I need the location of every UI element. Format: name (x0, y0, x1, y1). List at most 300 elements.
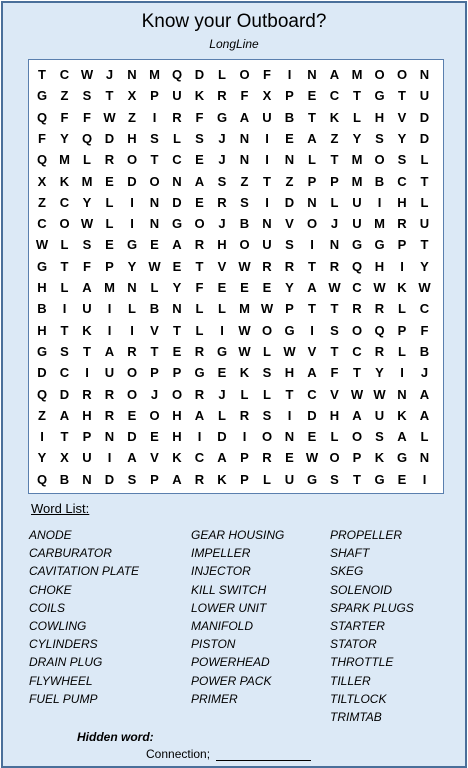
grid-letter[interactable]: E (105, 173, 114, 189)
grid-letter[interactable]: E (172, 258, 182, 274)
grid-letter[interactable]: H (37, 322, 47, 338)
grid-letter[interactable]: E (105, 237, 114, 253)
grid-letter[interactable]: H (37, 280, 47, 295)
grid-letter[interactable]: G (374, 237, 385, 253)
grid-letter[interactable]: V (217, 258, 227, 274)
grid-letter[interactable]: A (397, 429, 407, 445)
grid-letter[interactable]: S (262, 365, 272, 381)
grid-letter[interactable]: T (195, 258, 204, 274)
grid-letter[interactable]: N (149, 194, 160, 210)
grid-letter[interactable]: G (126, 237, 138, 253)
grid-letter[interactable]: U (262, 237, 272, 253)
grid-letter[interactable]: E (150, 237, 159, 253)
grid-letter[interactable]: M (104, 280, 115, 295)
grid-letter[interactable]: P (82, 429, 92, 445)
grid-letter[interactable]: O (374, 67, 385, 82)
grid-letter[interactable]: T (150, 343, 159, 359)
grid-letter[interactable]: P (285, 88, 294, 104)
grid-letter[interactable]: T (330, 301, 339, 317)
grid-letter[interactable]: D (172, 194, 182, 210)
grid-letter[interactable]: A (419, 386, 430, 402)
grid-letter[interactable]: A (104, 343, 115, 359)
grid-letter[interactable]: E (307, 88, 317, 104)
grid-letter[interactable]: L (330, 194, 339, 210)
grid-letter[interactable]: D (127, 429, 137, 445)
grid-letter[interactable]: L (398, 343, 406, 359)
grid-letter[interactable]: O (351, 322, 363, 338)
grid-letter[interactable]: I (107, 450, 112, 466)
grid-letter[interactable]: I (107, 301, 112, 317)
grid-letter[interactable]: O (351, 429, 363, 445)
grid-letter[interactable]: G (374, 471, 385, 487)
connection-answer-line[interactable] (216, 749, 311, 761)
grid-letter[interactable]: Z (330, 130, 339, 146)
grid-letter[interactable]: Q (81, 130, 93, 146)
grid-letter[interactable]: N (239, 152, 250, 168)
grid-letter[interactable]: R (284, 258, 295, 274)
grid-letter[interactable]: S (375, 429, 384, 445)
grid-letter[interactable]: E (307, 429, 317, 445)
grid-letter[interactable]: J (150, 386, 159, 402)
grid-letter[interactable]: D (307, 407, 317, 423)
grid-letter[interactable]: A (307, 130, 317, 146)
grid-letter[interactable]: I (197, 429, 202, 445)
grid-letter[interactable]: C (59, 67, 70, 82)
grid-letter[interactable]: J (330, 216, 339, 232)
grid-letter[interactable]: C (352, 343, 362, 359)
grid-letter[interactable]: O (261, 322, 273, 338)
grid-letter[interactable]: O (149, 173, 160, 189)
grid-letter[interactable]: L (263, 343, 271, 359)
grid-letter[interactable]: W (260, 301, 274, 317)
grid-letter[interactable]: F (83, 258, 91, 274)
grid-letter[interactable]: O (194, 216, 205, 232)
grid-letter[interactable]: G (36, 88, 48, 104)
grid-letter[interactable]: T (353, 88, 361, 104)
grid-letter[interactable]: G (216, 109, 228, 125)
grid-letter[interactable]: H (82, 407, 92, 423)
grid-letter[interactable]: P (150, 88, 159, 104)
grid-letter[interactable]: G (194, 365, 205, 381)
grid-letter[interactable]: K (239, 365, 250, 381)
grid-letter[interactable]: S (285, 237, 294, 253)
grid-letter[interactable]: O (306, 216, 318, 232)
grid-letter[interactable]: O (126, 386, 138, 402)
grid-letter[interactable]: N (104, 429, 115, 445)
grid-letter[interactable]: G (351, 237, 363, 253)
grid-letter[interactable]: T (285, 386, 294, 402)
grid-letter[interactable]: R (194, 471, 205, 487)
grid-letter[interactable]: T (38, 67, 46, 82)
grid-letter[interactable]: I (242, 429, 247, 445)
grid-letter[interactable]: I (422, 471, 427, 487)
grid-letter[interactable]: I (40, 429, 44, 445)
grid-letter[interactable]: Z (285, 173, 294, 189)
grid-letter[interactable]: R (104, 152, 115, 168)
grid-letter[interactable]: L (105, 216, 114, 232)
grid-letter[interactable]: W (103, 109, 116, 125)
grid-letter[interactable]: A (419, 407, 430, 423)
grid-letter[interactable]: P (307, 173, 317, 189)
grid-letter[interactable]: T (398, 88, 406, 104)
grid-letter[interactable]: A (172, 237, 182, 253)
grid-letter[interactable]: K (397, 280, 407, 295)
grid-letter[interactable]: Y (397, 130, 407, 146)
grid-letter[interactable]: P (352, 450, 362, 466)
grid-letter[interactable]: A (307, 280, 317, 295)
grid-letter[interactable]: L (105, 194, 114, 210)
grid-letter[interactable]: W (350, 386, 364, 402)
grid-letter[interactable]: L (173, 130, 181, 146)
grid-letter[interactable]: K (194, 88, 205, 104)
grid-letter[interactable]: P (240, 450, 249, 466)
grid-letter[interactable]: W (305, 450, 319, 466)
grid-letter[interactable]: R (262, 258, 272, 274)
grid-letter[interactable]: T (420, 173, 429, 189)
grid-letter[interactable]: N (262, 216, 272, 232)
grid-letter[interactable]: N (419, 450, 430, 466)
grid-letter[interactable]: L (353, 109, 361, 125)
grid-letter[interactable]: X (37, 173, 47, 189)
grid-letter[interactable]: D (217, 429, 227, 445)
grid-letter[interactable]: L (195, 301, 204, 317)
grid-letter[interactable]: U (262, 109, 272, 125)
grid-letter[interactable]: N (127, 280, 137, 295)
grid-letter[interactable]: H (217, 237, 227, 253)
grid-letter[interactable]: E (195, 152, 204, 168)
grid-letter[interactable]: H (172, 429, 182, 445)
grid-letter[interactable]: T (308, 258, 316, 274)
grid-letter[interactable]: K (59, 173, 70, 189)
grid-letter[interactable]: T (330, 152, 339, 168)
grid-letter[interactable]: E (195, 194, 204, 210)
grid-letter[interactable]: E (240, 280, 249, 295)
grid-letter[interactable]: N (172, 173, 182, 189)
grid-letter[interactable]: U (284, 471, 295, 487)
grid-letter[interactable]: L (218, 407, 226, 423)
grid-letter[interactable]: J (420, 365, 429, 381)
grid-letter[interactable]: J (218, 216, 226, 232)
grid-letter[interactable]: W (283, 343, 296, 359)
grid-letter[interactable]: W (80, 67, 94, 82)
grid-letter[interactable]: T (105, 88, 114, 104)
grid-letter[interactable]: E (150, 429, 159, 445)
grid-letter[interactable]: R (172, 109, 182, 125)
grid-letter[interactable]: A (59, 407, 70, 423)
grid-letter[interactable]: G (36, 343, 48, 359)
grid-letter[interactable]: O (261, 429, 273, 445)
grid-letter[interactable]: N (239, 130, 250, 146)
grid-letter[interactable]: U (82, 450, 92, 466)
grid-letter[interactable]: V (397, 109, 407, 125)
grid-letter[interactable]: E (127, 407, 137, 423)
grid-letter[interactable]: I (62, 301, 67, 317)
grid-letter[interactable]: Y (172, 280, 182, 295)
grid-letter[interactable]: X (60, 450, 69, 466)
grid-letter[interactable]: W (35, 237, 49, 253)
grid-letter[interactable]: M (239, 301, 250, 317)
grid-letter[interactable]: J (218, 386, 226, 402)
grid-letter[interactable]: N (397, 386, 407, 402)
grid-letter[interactable]: U (82, 301, 92, 317)
grid-letter[interactable]: F (195, 280, 204, 295)
grid-letter[interactable]: J (218, 152, 226, 168)
grid-letter[interactable]: D (419, 130, 430, 146)
grid-letter[interactable]: C (59, 194, 70, 210)
grid-letter[interactable]: I (130, 216, 134, 232)
grid-letter[interactable]: J (105, 67, 114, 82)
grid-letter[interactable]: W (80, 216, 94, 232)
grid-letter[interactable]: E (397, 471, 407, 487)
grid-letter[interactable]: P (240, 471, 249, 487)
grid-letter[interactable]: H (284, 365, 295, 381)
grid-letter[interactable]: I (265, 194, 269, 210)
grid-letter[interactable]: S (262, 407, 272, 423)
grid-letter[interactable]: O (59, 216, 70, 232)
grid-letter[interactable]: S (330, 471, 339, 487)
grid-letter[interactable]: A (307, 365, 317, 381)
grid-letter[interactable]: T (330, 343, 339, 359)
grid-letter[interactable]: W (238, 343, 251, 359)
grid-letter[interactable]: M (351, 152, 363, 168)
grid-letter[interactable]: Y (420, 258, 429, 274)
grid-letter[interactable]: I (287, 407, 292, 423)
grid-letter[interactable]: R (374, 301, 385, 317)
grid-letter[interactable]: G (374, 88, 385, 104)
grid-letter[interactable]: M (351, 67, 363, 82)
grid-letter[interactable]: N (172, 301, 182, 317)
grid-letter[interactable]: T (263, 173, 271, 189)
grid-letter[interactable]: I (265, 152, 269, 168)
grid-letter[interactable]: K (217, 471, 227, 487)
grid-letter[interactable]: K (172, 450, 182, 466)
grid-letter[interactable]: M (149, 67, 160, 82)
grid-letter[interactable]: D (419, 109, 430, 125)
grid-letter[interactable]: A (329, 67, 340, 82)
grid-letter[interactable]: B (37, 301, 47, 317)
grid-letter[interactable]: P (330, 173, 339, 189)
grid-letter[interactable]: J (218, 130, 226, 146)
grid-letter[interactable]: F (420, 322, 429, 338)
grid-letter[interactable]: N (307, 67, 317, 82)
grid-letter[interactable]: L (218, 301, 226, 317)
grid-letter[interactable]: I (400, 365, 404, 381)
grid-letter[interactable]: W (418, 280, 431, 295)
grid-letter[interactable]: A (352, 407, 362, 423)
grid-letter[interactable]: E (285, 450, 294, 466)
grid-letter[interactable]: L (195, 322, 204, 338)
grid-letter[interactable]: C (352, 280, 362, 295)
grid-letter[interactable]: X (127, 88, 137, 104)
grid-letter[interactable]: B (419, 343, 430, 359)
grid-letter[interactable]: R (127, 343, 137, 359)
grid-letter[interactable]: P (285, 301, 294, 317)
grid-letter[interactable]: K (329, 109, 340, 125)
grid-letter[interactable]: I (130, 194, 134, 210)
grid-letter[interactable]: E (217, 365, 227, 381)
grid-letter[interactable]: S (240, 194, 249, 210)
grid-letter[interactable]: K (397, 407, 407, 423)
grid-letter[interactable]: D (284, 194, 295, 210)
grid-letter[interactable]: H (374, 258, 385, 274)
grid-letter[interactable]: Q (351, 258, 363, 274)
grid-letter[interactable]: A (194, 173, 205, 189)
grid-letter[interactable]: G (306, 471, 318, 487)
grid-letter[interactable]: C (397, 173, 407, 189)
grid-letter[interactable]: O (171, 386, 183, 402)
grid-letter[interactable]: W (238, 258, 251, 274)
grid-letter[interactable]: T (420, 237, 429, 253)
grid-letter[interactable]: L (398, 301, 406, 317)
grid-letter[interactable]: L (308, 152, 316, 168)
grid-letter[interactable]: I (152, 109, 157, 125)
grid-letter[interactable]: W (373, 386, 386, 402)
grid-letter[interactable]: I (400, 258, 404, 274)
grid-letter[interactable]: Y (127, 258, 137, 274)
grid-letter[interactable]: G (171, 216, 183, 232)
grid-letter[interactable]: F (330, 365, 339, 381)
grid-letter[interactable]: U (374, 407, 385, 423)
grid-letter[interactable]: C (307, 386, 317, 402)
grid-letter[interactable]: F (240, 88, 249, 104)
grid-letter[interactable]: C (37, 216, 47, 232)
grid-letter[interactable]: L (420, 429, 429, 445)
grid-letter[interactable]: I (130, 322, 134, 338)
grid-letter[interactable]: T (173, 322, 181, 338)
grid-letter[interactable]: I (287, 67, 292, 82)
grid-letter[interactable]: W (148, 258, 161, 274)
grid-letter[interactable]: A (127, 450, 137, 466)
grid-letter[interactable]: L (263, 471, 271, 487)
grid-letter[interactable]: R (194, 237, 205, 253)
grid-letter[interactable]: N (307, 194, 317, 210)
grid-letter[interactable]: S (82, 237, 92, 253)
grid-letter[interactable]: F (263, 67, 271, 82)
grid-letter[interactable]: Z (128, 109, 136, 125)
grid-letter[interactable]: L (330, 429, 339, 445)
grid-letter[interactable]: F (195, 109, 204, 125)
grid-letter[interactable]: L (150, 280, 159, 295)
grid-letter[interactable]: I (107, 322, 112, 338)
grid-letter[interactable]: D (104, 130, 115, 146)
grid-letter[interactable]: N (284, 429, 295, 445)
grid-letter[interactable]: L (218, 67, 226, 82)
grid-letter[interactable]: T (308, 301, 316, 317)
grid-letter[interactable]: H (374, 109, 385, 125)
grid-letter[interactable]: V (150, 450, 159, 466)
grid-letter[interactable]: U (352, 216, 362, 232)
grid-letter[interactable]: S (127, 471, 137, 487)
grid-letter[interactable]: L (420, 152, 429, 168)
grid-letter[interactable]: O (396, 67, 408, 82)
grid-letter[interactable]: T (83, 343, 91, 359)
grid-letter[interactable]: L (60, 237, 69, 253)
grid-letter[interactable]: G (396, 450, 408, 466)
grid-letter[interactable]: N (419, 67, 430, 82)
grid-letter[interactable]: K (374, 450, 385, 466)
grid-letter[interactable]: W (373, 280, 386, 295)
grid-letter[interactable]: Q (374, 322, 385, 338)
grid-letter[interactable]: X (262, 88, 272, 104)
grid-letter[interactable]: I (377, 194, 382, 210)
grid-letter[interactable]: H (172, 407, 182, 423)
grid-letter[interactable]: Q (36, 152, 48, 168)
grid-letter[interactable]: D (127, 173, 137, 189)
grid-letter[interactable]: E (172, 343, 182, 359)
grid-letter[interactable]: G (36, 258, 48, 274)
grid-letter[interactable]: E (285, 130, 294, 146)
grid-letter[interactable]: R (239, 407, 250, 423)
grid-letter[interactable]: V (330, 386, 339, 402)
grid-letter[interactable]: R (262, 450, 272, 466)
grid-letter[interactable]: R (217, 88, 227, 104)
grid-letter[interactable]: S (397, 152, 407, 168)
grid-letter[interactable]: Q (171, 67, 183, 82)
grid-letter[interactable]: B (239, 216, 250, 232)
grid-letter[interactable]: K (82, 322, 92, 338)
grid-letter[interactable]: V (150, 322, 159, 338)
grid-letter[interactable]: N (127, 67, 137, 82)
grid-letter[interactable]: S (195, 130, 204, 146)
grid-letter[interactable]: Q (36, 109, 48, 125)
grid-letter[interactable]: T (150, 152, 159, 168)
grid-letter[interactable]: W (328, 280, 341, 295)
grid-letter[interactable]: I (310, 322, 314, 338)
grid-letter[interactable]: S (82, 88, 92, 104)
grid-letter[interactable]: O (329, 450, 340, 466)
grid-letter[interactable]: R (104, 407, 115, 423)
grid-letter[interactable]: Z (240, 173, 249, 189)
grid-letter[interactable]: O (374, 152, 385, 168)
grid-letter[interactable]: O (126, 365, 138, 381)
grid-letter[interactable]: I (310, 237, 314, 253)
grid-letter[interactable]: S (217, 173, 227, 189)
grid-letter[interactable]: O (239, 237, 250, 253)
grid-letter[interactable]: S (150, 130, 159, 146)
grid-letter[interactable]: R (104, 386, 115, 402)
grid-letter[interactable]: L (240, 386, 249, 402)
grid-letter[interactable]: G (284, 322, 295, 338)
grid-letter[interactable]: Z (38, 407, 46, 423)
grid-letter[interactable]: E (217, 280, 227, 295)
grid-letter[interactable]: O (149, 407, 160, 423)
grid-letter[interactable]: Y (37, 450, 47, 466)
grid-letter[interactable]: M (81, 173, 93, 189)
grid-letter[interactable]: R (329, 258, 340, 274)
grid-letter[interactable]: M (351, 173, 363, 189)
grid-letter[interactable]: R (82, 386, 92, 402)
grid-letter[interactable]: P (172, 365, 182, 381)
grid-letter[interactable]: U (419, 88, 430, 104)
grid-letter[interactable]: I (85, 365, 89, 381)
grid-letter[interactable]: F (38, 130, 46, 146)
grid-letter[interactable]: R (352, 301, 362, 317)
grid-letter[interactable]: D (59, 386, 70, 402)
grid-letter[interactable]: T (353, 365, 361, 381)
grid-letter[interactable]: L (420, 194, 429, 210)
grid-letter[interactable]: A (194, 407, 205, 423)
grid-letter[interactable]: Z (60, 88, 69, 104)
grid-letter[interactable]: T (308, 109, 316, 125)
grid-letter[interactable]: U (419, 216, 430, 232)
grid-letter[interactable]: U (172, 88, 182, 104)
grid-letter[interactable]: R (217, 194, 227, 210)
grid-letter[interactable]: W (238, 322, 251, 338)
grid-letter[interactable]: S (375, 130, 384, 146)
grid-letter[interactable]: T (60, 258, 69, 274)
grid-letter[interactable]: L (83, 152, 91, 168)
grid-letter[interactable]: Y (375, 365, 384, 381)
